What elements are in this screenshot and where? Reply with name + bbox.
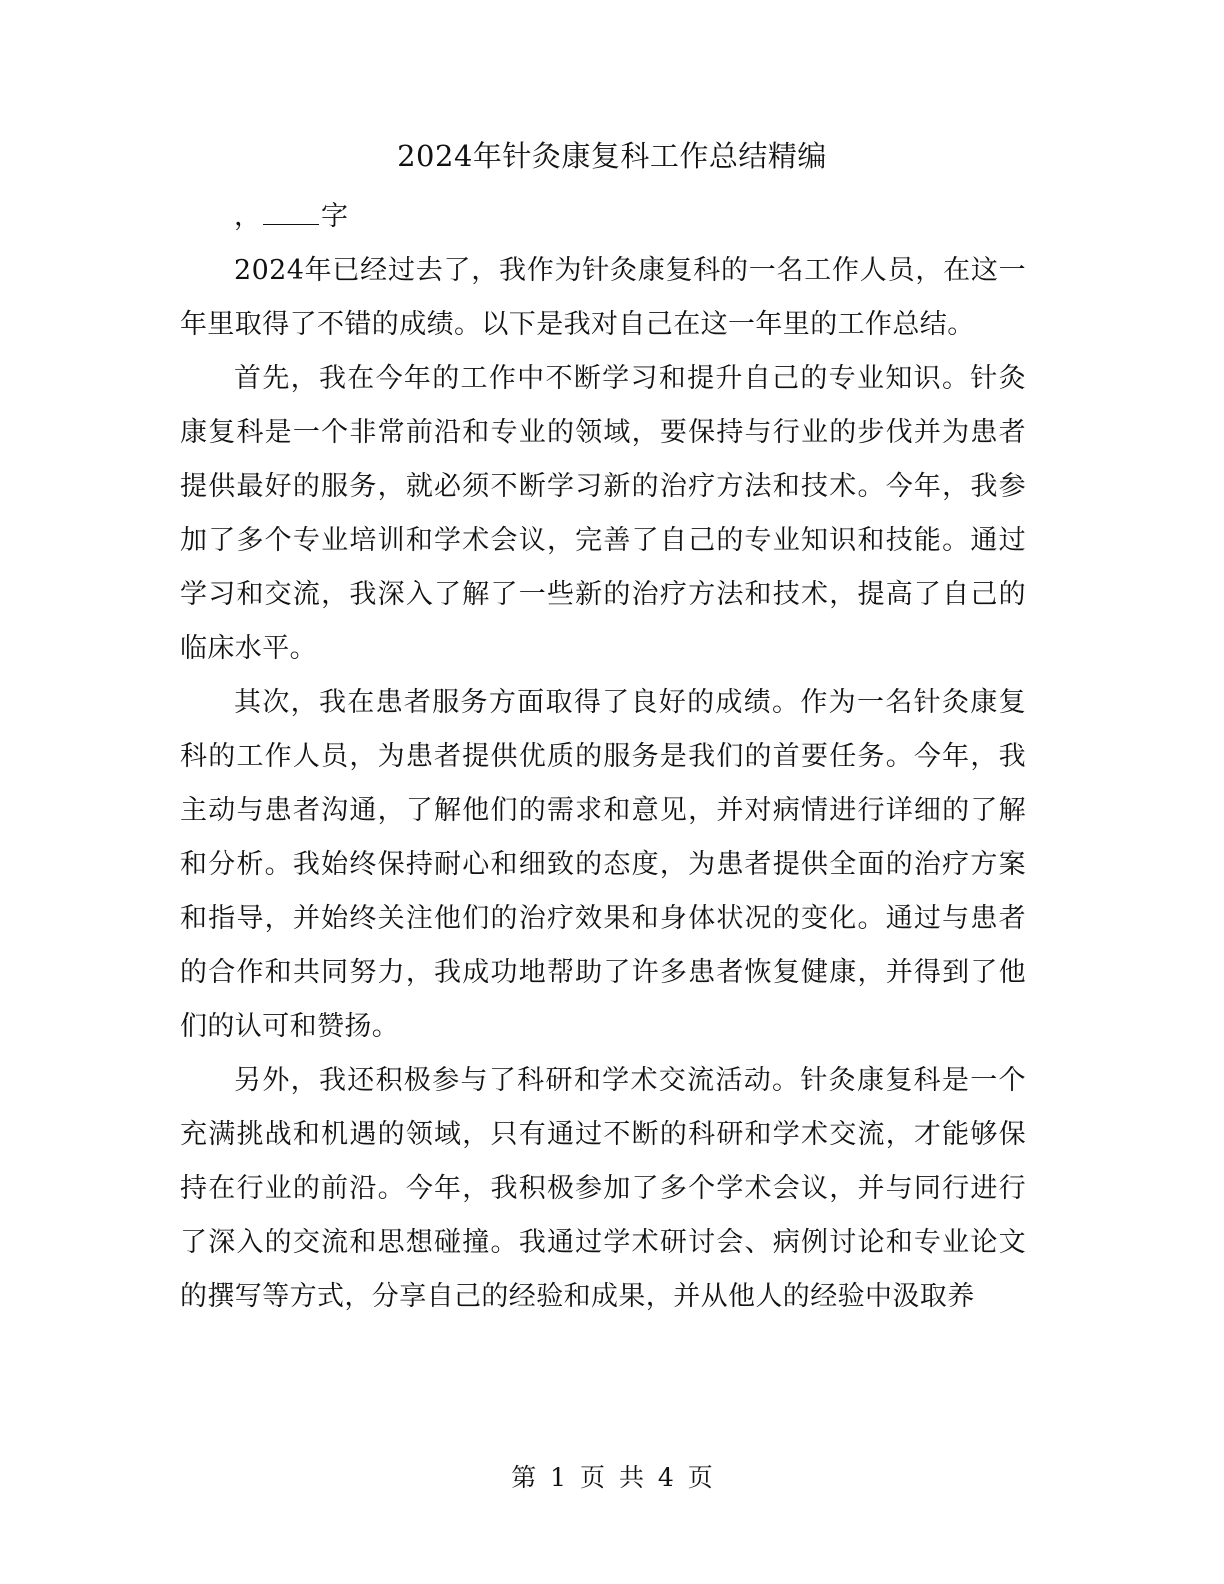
word-count-blank [263,202,319,225]
paragraph-research: 另外，我还积极参与了科研和学术交流活动。针灸康复科是一个充满挑战和机遇的领域，只有通过不断的科研和学术交流，才能够保持在行业的前沿。今年，我积极参加了多个学术会议，并与同行进行了深入的交流和思想碰撞。我通过学术研讨会、病例讨论和专业论文的撰写等方式，分享自己的经验和成果，并从他人的经验中汲取养 [180,1065,1026,1312]
document-body [180,190,1026,1324]
document-title: 2024年针灸康复科工作总结精编 [397,139,827,173]
word-count-prefix: ， [234,201,261,232]
page-footer: 第 1 页 共 4 页 [511,1463,713,1492]
word-count-line [180,190,1026,244]
paragraph-patient-service: 其次，我在患者服务方面取得了良好的成绩。作为一名针灸康复科的工作人员，为患者提供优质的服务是我们的首要任务。今年，我主动与患者沟通，了解他们的需求和意见，并对病情进行详细的了解和分析。我始终保持耐心和细致的态度，为患者提供全面的治疗方案和指导，并始终关注他们的治疗效果和身体状况的变化。通过与患者的合作和共同努力，我成功地帮助了许多患者恢复健康，并得到了他们的认可和赞扬。 [180,687,1026,1042]
word-count-suffix: 字 [321,201,348,232]
paragraph-learning: 首先，我在今年的工作中不断学习和提升自己的专业知识。针灸康复科是一个非常前沿和专业的领域，要保持与行业的步伐并为患者提供最好的服务，就必须不断学习新的治疗方法和技术。今年，我参加了多个专业培训和学术会议，完善了自己的专业知识和技能。通过学习和交流，我深入了解了一些新的治疗方法和技术，提高了自己的临床水平。 [180,363,1026,664]
paragraph-intro: 2024年已经过去了，我作为针灸康复科的一名工作人员，在这一年里取得了不错的成绩。以下是我对自己在这一年里的工作总结。 [180,255,1026,340]
